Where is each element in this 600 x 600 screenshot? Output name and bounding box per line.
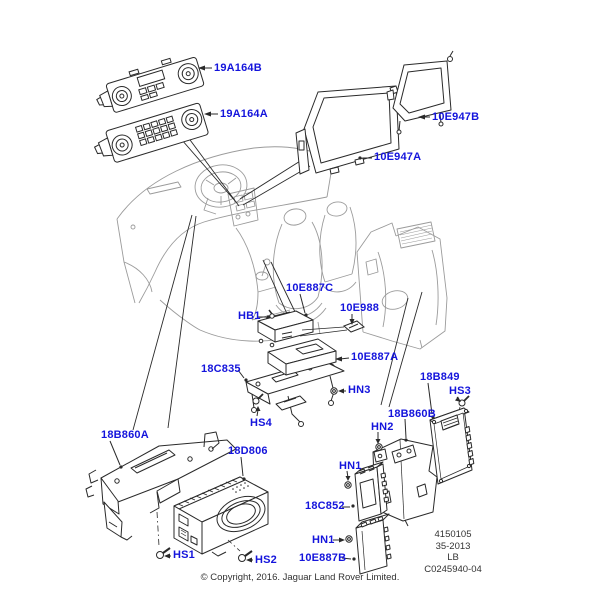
part-label-18B860A[interactable]: 18B860A	[101, 429, 149, 441]
part-label-HN1-lower[interactable]: HN1	[312, 534, 335, 546]
climate-panel-19A164A-drawing	[91, 103, 209, 168]
part-label-18C852[interactable]: 18C852	[305, 500, 345, 512]
part-label-HS2[interactable]: HS2	[255, 554, 277, 566]
part-label-18B849[interactable]: 18B849	[420, 371, 460, 383]
part-label-10E947A[interactable]: 10E947A	[374, 151, 422, 163]
copyright-notice: © Copyright, 2016. Jaguar Land Rover Limited.	[200, 572, 400, 583]
part-label-10E887C[interactable]: 10E887C	[286, 282, 334, 294]
part-label-18D806[interactable]: 18D806	[228, 445, 268, 457]
drawing-reference-block	[392, 529, 514, 575]
ref-line-frame-number: 4150105	[434, 529, 472, 540]
part-label-HN1-upper[interactable]: HN1	[339, 460, 362, 472]
nut-HN2-drawing	[376, 444, 382, 450]
ref-line-sheet-number: 35-2013	[435, 540, 471, 552]
vehicle-dashboard-sketch	[117, 147, 356, 341]
part-label-10E988[interactable]: 10E988	[340, 302, 380, 314]
part-label-HS1[interactable]: HS1	[173, 549, 195, 561]
part-label-19A164A[interactable]: 19A164A	[220, 108, 268, 120]
part-label-10E887A[interactable]: 10E887A	[351, 351, 399, 363]
nut-HN1-lower-drawing	[346, 536, 352, 542]
bolt-HB1-drawing	[270, 314, 274, 318]
ref-line-drawing-number: C0245940-04	[424, 563, 482, 575]
part-label-19A164B[interactable]: 19A164B	[214, 62, 262, 74]
amplifier-18B849-drawing	[430, 396, 474, 484]
nut-HN1-upper-drawing	[345, 482, 351, 488]
part-label-10E947B[interactable]: 10E947B	[432, 111, 480, 123]
part-label-18C835[interactable]: 18C835	[201, 363, 241, 375]
part-label-18B860B[interactable]: 18B860B	[388, 408, 436, 420]
module-10E887B-drawing	[346, 514, 391, 574]
module-10E887A-bracket-18C835-drawing	[246, 339, 344, 427]
part-label-10E887B[interactable]: 10E887B	[299, 552, 347, 564]
part-label-HS3[interactable]: HS3	[449, 385, 471, 397]
part-label-HB1[interactable]: HB1	[238, 310, 261, 322]
part-label-HN3[interactable]: HN3	[348, 384, 371, 396]
part-label-HN2[interactable]: HN2	[371, 421, 394, 433]
part-label-HS4[interactable]: HS4	[250, 417, 272, 429]
cargo-trim-sketch	[357, 222, 447, 349]
nut-HN3-drawing	[331, 388, 337, 394]
ref-line-code: LB	[447, 552, 459, 563]
